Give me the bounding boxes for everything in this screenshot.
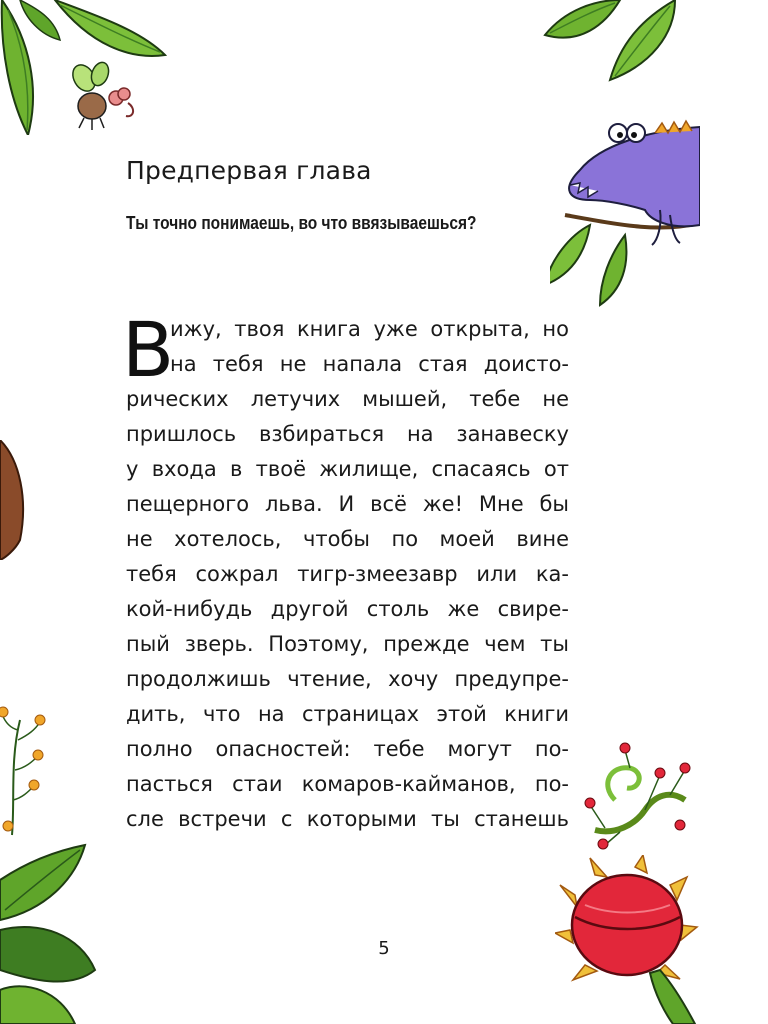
text-line: пасться стаи комаров-кайманов, по- [126,772,569,796]
curly-vine-illustration [575,740,700,850]
green-leaves-bottom-left-illustration [0,840,100,1024]
text-line: кой-нибудь другой столь же свире- [126,597,569,621]
leaves-top-right-illustration [525,0,700,85]
text-line: тебя сожрал тигр-змеезавр или ка- [126,562,569,586]
text-line: рических летучих мышей, тебе не [126,387,569,411]
text-line: пришлось взбираться на занавеску [126,422,569,446]
text-line: ижу, твоя книга уже открыта, но [170,317,569,341]
chapter-title: Предпервая глава [126,156,372,185]
text-line: дить, что на страницах этой книги [126,702,569,726]
text-line: не хотелось, чтобы по моей вине [126,527,569,551]
text-line: сле встречи с которыми ты станешь [126,807,569,831]
text-line: полно опасностей: тебе могут по- [126,737,569,761]
text-line: на тебя не напала стая доисто- [170,352,569,376]
drop-cap: В [122,305,175,394]
brown-shape-left-illustration [0,440,30,560]
page-number: 5 [378,938,390,959]
flying-insect-illustration [64,58,154,138]
chapter-subtitle: Ты точно понимаешь, во что ввязываешься? [126,213,477,233]
text-line: пый зверь. Поэтому, прежде чем ты [126,632,569,656]
orange-berry-sprig-illustration [0,700,55,840]
text-line: у входа в твоё жилище, спасаясь от [126,457,569,481]
text-line: продолжишь чтение, хочу предупре- [126,667,569,691]
purple-lizard-illustration [550,115,700,315]
text-line: пещерного льва. И всё же! Мне бы [126,492,569,516]
